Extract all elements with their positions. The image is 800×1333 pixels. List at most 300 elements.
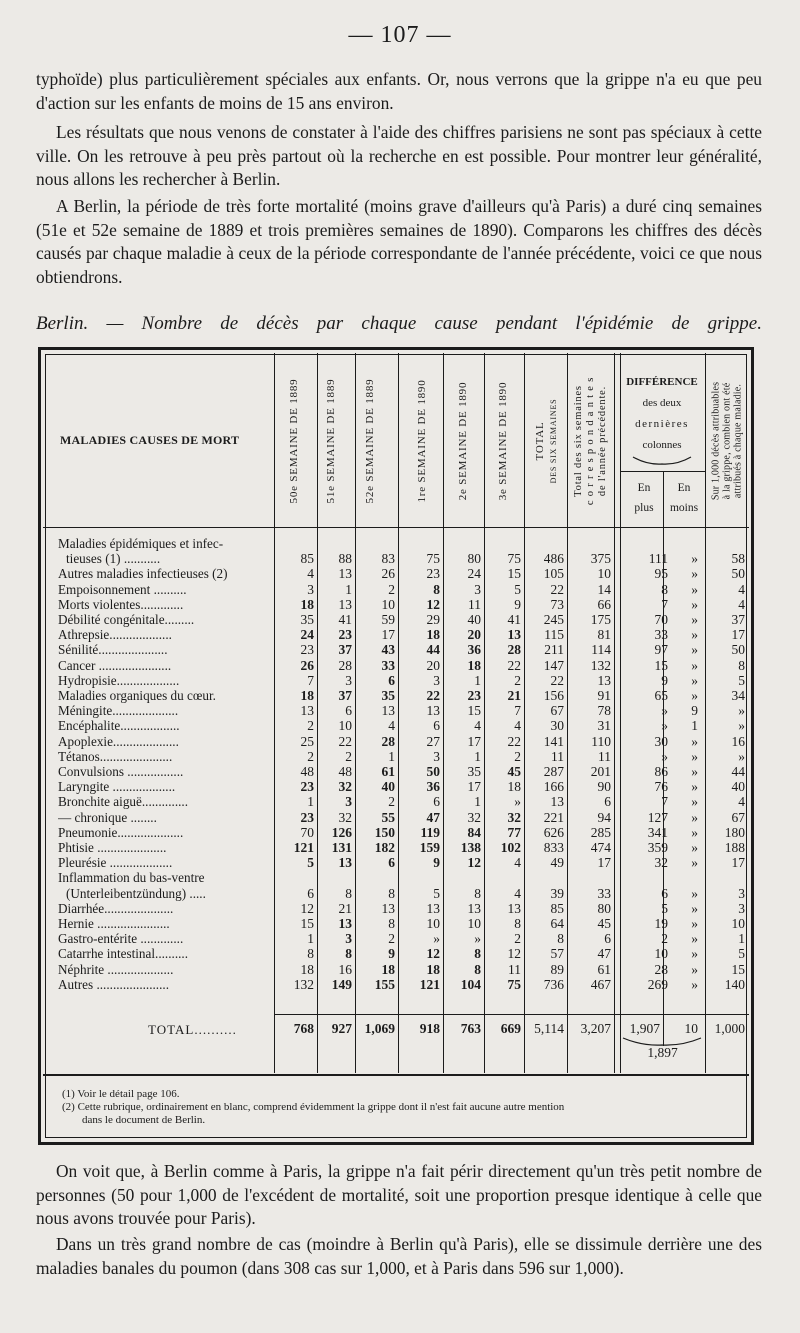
table-cell: 66 bbox=[597, 596, 611, 612]
table-cell: 17 bbox=[467, 733, 481, 749]
table-cell: 15 bbox=[467, 703, 481, 719]
table-cell: 12 bbox=[467, 855, 481, 871]
table-cell: 166 bbox=[543, 779, 564, 795]
table-cell: 65 bbox=[654, 688, 668, 703]
table-cell: 115 bbox=[544, 627, 564, 643]
col-header-51: 51e SEMAINE DE 1889 bbox=[325, 378, 337, 504]
table-cell: » bbox=[691, 551, 698, 567]
row-label: Hernie ...................... bbox=[58, 917, 170, 931]
table-cell: 147 bbox=[543, 657, 564, 673]
table-cell: 64 bbox=[550, 916, 564, 931]
table-cell: 8 bbox=[307, 946, 314, 962]
table-cell: 49 bbox=[550, 855, 564, 871]
row-label: Catarrhe intestinal.......... bbox=[58, 947, 189, 962]
col-header-52: 52e SEMAINE DE 1889 bbox=[364, 378, 376, 504]
paragraph-berlin-period: A Berlin, la période de très forte mortalité (moins grave d'ailleurs qu'à Paris) a duré cinq semaines (51e et 52e semaine de 1889 et trois premières semaines de 1890). Comparons les chiffres des décès causés par chaque maladie à ceux de la période correspondante de l'année précédente, voici ce que nous obtiendrons. bbox=[36, 196, 762, 287]
table-cell: 34 bbox=[731, 688, 745, 703]
table-cell: 89 bbox=[550, 961, 564, 977]
table-cell: 39 bbox=[550, 885, 564, 901]
table-cell: 10 bbox=[654, 946, 668, 962]
table-cell: » bbox=[738, 748, 745, 764]
table-cell: 26 bbox=[300, 657, 314, 673]
col-header-2: 2e SEMAINE DE 1890 bbox=[457, 381, 469, 501]
table-cell: 5 bbox=[661, 900, 668, 916]
table-cell: 375 bbox=[590, 551, 611, 567]
total-cell: 763 bbox=[460, 1021, 481, 1036]
table-cell: 19 bbox=[654, 916, 668, 931]
table-cell: 159 bbox=[419, 840, 440, 855]
row-label: Cancer ...................... bbox=[58, 658, 172, 673]
paragraph-conclusion-2: Dans un très grand nombre de cas (moindre à Berlin qu'à Paris), elle se dissimule derrière une des maladies banales du poumon (dans 308 cas sur 1,000, et à Paris dans 596 sur 1,000). bbox=[36, 1234, 762, 1278]
table-cell: » bbox=[691, 840, 698, 855]
table-cell: 30 bbox=[550, 718, 564, 734]
table-cell: 85 bbox=[550, 900, 564, 916]
table-cell: 12 bbox=[426, 596, 440, 612]
table-cell: 26 bbox=[381, 566, 395, 582]
table-cell: 27 bbox=[426, 733, 440, 749]
row-label: Phtisie ..................... bbox=[58, 841, 167, 855]
table-cell: 11 bbox=[508, 961, 521, 977]
table-cell: 75 bbox=[507, 551, 521, 567]
table-cell: 33 bbox=[381, 657, 395, 673]
col-header-1: 1re SEMAINE DE 1890 bbox=[416, 379, 428, 503]
table-cell: 156 bbox=[543, 688, 564, 703]
table-cell: 126 bbox=[331, 824, 352, 840]
table-cell: 7 bbox=[514, 703, 521, 719]
table-cell: 86 bbox=[654, 764, 668, 779]
table-cell: 175 bbox=[590, 612, 611, 627]
table-cell: 20 bbox=[426, 657, 440, 673]
row-label: Néphrite .................... bbox=[58, 962, 174, 977]
table-cell: 1 bbox=[388, 748, 395, 764]
table-cell: 7 bbox=[307, 672, 314, 688]
table-cell: 12 bbox=[507, 946, 521, 962]
table-cell: 77 bbox=[507, 824, 521, 840]
table-cell: 23 bbox=[300, 779, 314, 795]
table-cell: » bbox=[691, 916, 698, 931]
table-cell: 149 bbox=[331, 976, 352, 992]
table-cell: 102 bbox=[500, 840, 521, 855]
table-cell: 61 bbox=[597, 961, 611, 977]
table-cell: 245 bbox=[543, 612, 564, 627]
table-cell: 33 bbox=[654, 627, 668, 643]
table-cell: 41 bbox=[338, 612, 352, 627]
table-cell: 1 bbox=[307, 794, 314, 810]
total-separator bbox=[274, 1014, 749, 1015]
table-cell: 85 bbox=[300, 551, 314, 567]
table-cell: 35 bbox=[381, 688, 395, 703]
table-cell: » bbox=[514, 794, 521, 810]
table-cell: 18 bbox=[467, 657, 481, 673]
table-cell: 3 bbox=[307, 581, 314, 597]
table-cell: 29 bbox=[426, 612, 440, 627]
table-cell: 76 bbox=[654, 779, 668, 795]
table-cell: 18 bbox=[426, 961, 440, 977]
table-cell: » bbox=[691, 657, 698, 673]
table-cell: 2 bbox=[514, 748, 521, 764]
table-cell: 32 bbox=[467, 809, 481, 825]
column-rule bbox=[567, 353, 568, 1073]
table-cell: 7 bbox=[661, 596, 668, 612]
table-cell: 32 bbox=[654, 855, 668, 871]
diff-minus-header bbox=[664, 478, 704, 518]
table-cell: 10 bbox=[426, 916, 440, 931]
table-cell: 8 bbox=[557, 931, 564, 947]
table-cell: 12 bbox=[300, 900, 314, 916]
table-cell: 35 bbox=[467, 764, 481, 779]
table-cell: 35 bbox=[300, 612, 314, 627]
table-cell: 15 bbox=[731, 961, 745, 977]
table-cell: 28 bbox=[507, 642, 521, 658]
table-cell: 31 bbox=[597, 718, 611, 734]
table-cell: 221 bbox=[543, 809, 564, 825]
difference-line-3: dernières bbox=[635, 418, 689, 430]
row-label: Maladies organiques du cœur. bbox=[58, 689, 216, 703]
total-header bbox=[534, 399, 560, 484]
table-cell: » bbox=[738, 703, 745, 719]
table-cell: 17 bbox=[731, 855, 745, 871]
table-cell: 736 bbox=[543, 976, 564, 992]
total-cell: 3,207 bbox=[580, 1021, 611, 1036]
table-cell: 32 bbox=[507, 809, 521, 825]
table-cell: 3 bbox=[345, 672, 352, 688]
row-label: Sénilité..................... bbox=[58, 643, 168, 658]
table-cell: 127 bbox=[647, 809, 668, 825]
table-cell: 833 bbox=[543, 840, 564, 855]
table-cell: 16 bbox=[731, 733, 745, 749]
row-label: Laryngite ................... bbox=[58, 780, 176, 795]
table-cell: » bbox=[691, 672, 698, 688]
table-cell: 2 bbox=[514, 931, 521, 947]
row-label: Débilité congénitale......... bbox=[58, 613, 195, 627]
table-cell: 131 bbox=[331, 840, 352, 855]
table-cell: 17 bbox=[467, 779, 481, 795]
paragraph-intro: typhoïde) plus particulièrement spéciales aux enfants. Or, nous verrons que la grippe n'a eu que peu d'action sur les enfants de moins de 15 ans environ. bbox=[36, 69, 762, 113]
table-cell: 1 bbox=[345, 581, 352, 597]
table-cell: 5 bbox=[738, 672, 745, 688]
total-cell: 927 bbox=[331, 1021, 352, 1036]
table-cell: 23 bbox=[426, 566, 440, 582]
table-cell: 37 bbox=[338, 688, 352, 703]
table-cell: 24 bbox=[300, 627, 314, 643]
table-cell: 13 bbox=[426, 703, 440, 719]
per-thousand-header bbox=[711, 382, 744, 500]
table-cell: 2 bbox=[388, 794, 395, 810]
table-cell: 6 bbox=[661, 885, 668, 901]
table-cell: 3 bbox=[738, 900, 745, 916]
table-cell: 180 bbox=[724, 824, 745, 840]
table-cell: 8 bbox=[388, 885, 395, 901]
table-cell: 48 bbox=[338, 764, 352, 779]
table-cell: 22 bbox=[550, 581, 564, 597]
table-cell: 10 bbox=[731, 916, 745, 931]
total-cell: 5,114 bbox=[534, 1021, 564, 1036]
row-label: Inflammation du bas-ventre bbox=[58, 871, 205, 886]
table-cell: 18 bbox=[381, 961, 395, 977]
per-thousand-line-2: à la grippe, combien ont été bbox=[721, 382, 733, 500]
table-cell: » bbox=[691, 748, 698, 764]
table-cell: 1 bbox=[474, 748, 481, 764]
table-cell: » bbox=[691, 885, 698, 901]
table-cell: 182 bbox=[374, 840, 395, 855]
table-cell: 78 bbox=[597, 703, 611, 719]
table-cell: 6 bbox=[388, 672, 395, 688]
table-cell: 105 bbox=[543, 566, 564, 582]
table-cell: 48 bbox=[300, 764, 314, 779]
table-cell: 67 bbox=[731, 809, 745, 825]
diff-plus-header bbox=[624, 478, 664, 518]
table-cell: 3 bbox=[474, 581, 481, 597]
table-cell: 2 bbox=[388, 581, 395, 597]
table-cell: 44 bbox=[731, 764, 745, 779]
table-cell: » bbox=[691, 779, 698, 795]
table-cell: 23 bbox=[338, 627, 352, 643]
table-cell: 359 bbox=[647, 840, 668, 855]
table-cell: 91 bbox=[597, 688, 611, 703]
table-cell: » bbox=[691, 855, 698, 871]
table-cell: 14 bbox=[597, 581, 611, 597]
table-cell: 36 bbox=[426, 779, 440, 795]
table-cell: 474 bbox=[590, 840, 611, 855]
table-cell: 95 bbox=[654, 566, 668, 582]
table-cell: 37 bbox=[731, 612, 745, 627]
table-cell: 211 bbox=[544, 642, 564, 658]
table-cell: 13 bbox=[381, 703, 395, 719]
table-cell: 80 bbox=[597, 900, 611, 916]
table-cell: 15 bbox=[507, 566, 521, 582]
row-label: Apoplexie.................... bbox=[58, 734, 179, 749]
table-cell: 150 bbox=[374, 824, 395, 840]
difference-brace bbox=[632, 456, 692, 466]
table-cell: 8 bbox=[474, 885, 481, 901]
table-cell: 10 bbox=[597, 566, 611, 582]
table-cell: 80 bbox=[467, 551, 481, 567]
diff-plus-line-1: En bbox=[637, 482, 651, 494]
table-cell: 1 bbox=[738, 931, 745, 947]
table-cell: » bbox=[691, 931, 698, 947]
table-cell: 6 bbox=[604, 931, 611, 947]
row-label: Empoisonnement .......... bbox=[58, 582, 187, 597]
table-cell: 4 bbox=[738, 581, 745, 597]
table-cell: 4 bbox=[474, 718, 481, 734]
table-cell: 13 bbox=[426, 900, 440, 916]
table-cell: 2 bbox=[514, 672, 521, 688]
table-cell: » bbox=[691, 824, 698, 840]
table-cell: 20 bbox=[467, 627, 481, 643]
row-label: Méningite.................... bbox=[58, 704, 179, 719]
table-cell: 11 bbox=[468, 596, 481, 612]
table-cell: » bbox=[691, 809, 698, 825]
table-cell: 90 bbox=[597, 779, 611, 795]
table-cell: 3 bbox=[433, 748, 440, 764]
difference-header bbox=[621, 372, 703, 456]
row-label: tieuses (1) ........... bbox=[66, 552, 161, 567]
table-cell: » bbox=[691, 976, 698, 992]
row-label: Gastro-entérite ............. bbox=[58, 932, 184, 947]
table-cell: 84 bbox=[467, 824, 481, 840]
column-rule bbox=[398, 353, 399, 1073]
table-cell: 17 bbox=[731, 627, 745, 643]
table-cell: 287 bbox=[543, 764, 564, 779]
table-cell: 16 bbox=[338, 961, 352, 977]
table-cell: 9 bbox=[388, 946, 395, 962]
table-cell: 1 bbox=[474, 794, 481, 810]
table-cell: 21 bbox=[507, 688, 521, 703]
table-cell: 626 bbox=[543, 824, 564, 840]
table-cell: 6 bbox=[345, 703, 352, 719]
row-label: Morts violentes............. bbox=[58, 597, 184, 612]
table-cell: 70 bbox=[300, 824, 314, 840]
row-label: Pneumonie.................... bbox=[58, 825, 184, 840]
table-cell: 1 bbox=[474, 672, 481, 688]
table-cell: 8 bbox=[433, 581, 440, 597]
diff-plus-line-2: plus bbox=[634, 502, 654, 514]
table-cell: 13 bbox=[338, 566, 352, 582]
table-cell: 2 bbox=[345, 748, 352, 764]
table-cell: 11 bbox=[598, 748, 611, 764]
table-cell: » bbox=[691, 794, 698, 810]
table-cell: 2 bbox=[661, 931, 668, 947]
label-column-header: MALADIES CAUSES DE MORT bbox=[60, 433, 240, 447]
table-cell: 88 bbox=[338, 551, 352, 567]
table-cell: 13 bbox=[338, 916, 352, 931]
prev-header-line-1: Total des six semaines bbox=[573, 385, 584, 497]
table-cell: 8 bbox=[514, 916, 521, 931]
total-cell: 768 bbox=[293, 1021, 314, 1036]
table-cell: » bbox=[691, 961, 698, 977]
row-label: Encéphalite.................. bbox=[58, 719, 180, 734]
table-cell: 13 bbox=[338, 855, 352, 871]
header-separator bbox=[43, 527, 749, 528]
table-cell: 201 bbox=[590, 764, 611, 779]
table-cell: 32 bbox=[338, 779, 352, 795]
table-cell: 17 bbox=[381, 627, 395, 643]
row-label: Autres maladies infectieuses (2) bbox=[58, 567, 228, 582]
table-cell: 132 bbox=[293, 976, 314, 992]
table-cell: 13 bbox=[550, 794, 564, 810]
table-cell: 1 bbox=[307, 931, 314, 947]
row-label: — chronique ........ bbox=[58, 810, 157, 825]
table-cell: 57 bbox=[550, 946, 564, 962]
row-label: Pleurésie ................... bbox=[58, 856, 173, 871]
total-cell: 669 bbox=[500, 1021, 521, 1036]
table-cell: 6 bbox=[388, 855, 395, 871]
table-cell: 6 bbox=[433, 794, 440, 810]
table-cell: 3 bbox=[345, 931, 352, 947]
table-cell: 188 bbox=[724, 840, 745, 855]
table-cell: 15 bbox=[300, 916, 314, 931]
table-cell: 50 bbox=[731, 642, 745, 658]
col-header-50: 50e SEMAINE DE 1889 bbox=[288, 378, 300, 504]
footnote-separator bbox=[43, 1074, 749, 1076]
table-cell: 75 bbox=[507, 976, 521, 992]
table-cell: 4 bbox=[738, 596, 745, 612]
table-cell: 3 bbox=[433, 672, 440, 688]
table-cell: 81 bbox=[597, 627, 611, 643]
table-cell: 13 bbox=[338, 596, 352, 612]
table-cell: 13 bbox=[381, 900, 395, 916]
table-cell: 40 bbox=[381, 779, 395, 795]
row-label: Convulsions ................. bbox=[58, 765, 184, 779]
table-cell: 285 bbox=[590, 824, 611, 840]
table-cell: 155 bbox=[374, 976, 395, 992]
table-cell: 141 bbox=[543, 733, 564, 749]
difference-title: DIFFÉRENCE bbox=[626, 376, 698, 388]
table-cell: 10 bbox=[381, 596, 395, 612]
table-cell: 9 bbox=[691, 703, 698, 719]
table-cell: 3 bbox=[738, 885, 745, 901]
row-label: Diarrhée..................... bbox=[58, 901, 174, 916]
table-cell: 17 bbox=[597, 855, 611, 871]
table-cell: 22 bbox=[338, 733, 352, 749]
table-cell: 140 bbox=[724, 976, 745, 992]
table-cell: 2 bbox=[307, 748, 314, 764]
table-cell: 28 bbox=[654, 961, 668, 977]
table-cell: » bbox=[691, 764, 698, 779]
table-cell: 83 bbox=[381, 551, 395, 567]
table-cell: 121 bbox=[419, 976, 440, 992]
table-cell: 6 bbox=[307, 885, 314, 901]
paragraph-paris-results: Les résultats que nous venons de constater à l'aide des chiffres parisiens ne sont pas spéciaux à cette ville. On les retrouve à peu près partout où la recherche en est possible. Pour montrer leur généralité, nous allons les rechercher à Berlin. bbox=[36, 122, 762, 189]
table-cell: 4 bbox=[514, 718, 521, 734]
table-cell: 269 bbox=[647, 976, 668, 992]
total-cell: 918 bbox=[419, 1021, 440, 1036]
table-cell: 5 bbox=[738, 946, 745, 962]
page-number: — 107 — bbox=[348, 22, 452, 48]
table-cell: 25 bbox=[300, 733, 314, 749]
table-cell: 70 bbox=[654, 612, 668, 627]
table-cell: 104 bbox=[460, 976, 481, 992]
table-cell: 23 bbox=[300, 642, 314, 658]
table-cell: 73 bbox=[550, 596, 564, 612]
table-cell: 8 bbox=[345, 885, 352, 901]
table-cell: 23 bbox=[467, 688, 481, 703]
footnote-1: (1) Voir le détail page 106. bbox=[62, 1088, 180, 1100]
row-label: Hydropisie................... bbox=[58, 673, 180, 688]
table-cell: 58 bbox=[731, 551, 745, 567]
table-cell: 8 bbox=[388, 916, 395, 931]
table-cell: 486 bbox=[543, 551, 564, 567]
col-header-3: 3e SEMAINE DE 1890 bbox=[497, 381, 509, 501]
table-cell: 30 bbox=[654, 733, 668, 749]
table-cell: 18 bbox=[300, 688, 314, 703]
table-cell: 7 bbox=[661, 794, 668, 810]
table-cell: » bbox=[691, 596, 698, 612]
diff-minus-line-2: moins bbox=[669, 502, 699, 514]
table-cell: 67 bbox=[550, 703, 564, 719]
table-cell: » bbox=[433, 931, 440, 947]
table-cell: 8 bbox=[345, 946, 352, 962]
table-cell: » bbox=[691, 566, 698, 582]
table-cell: 4 bbox=[514, 855, 521, 871]
table-cell: » bbox=[738, 718, 745, 734]
diff-minus-line-1: En bbox=[677, 482, 691, 494]
table-cell: 45 bbox=[597, 916, 611, 931]
total-cell: 10 bbox=[684, 1021, 698, 1036]
table-cell: » bbox=[691, 733, 698, 749]
table-cell: 23 bbox=[300, 809, 314, 825]
table-cell: 111 bbox=[648, 551, 668, 567]
table-cell: 40 bbox=[731, 779, 745, 795]
table-cell: 15 bbox=[654, 657, 668, 673]
table-cell: » bbox=[691, 627, 698, 643]
table-cell: 21 bbox=[338, 900, 352, 916]
table-cell: 4 bbox=[388, 718, 395, 734]
per-thousand-line-3: attribués à chaque maladie. bbox=[732, 383, 744, 499]
table-cell: 1 bbox=[691, 718, 698, 734]
table-cell: 94 bbox=[597, 809, 611, 825]
table-cell: 9 bbox=[433, 855, 440, 871]
